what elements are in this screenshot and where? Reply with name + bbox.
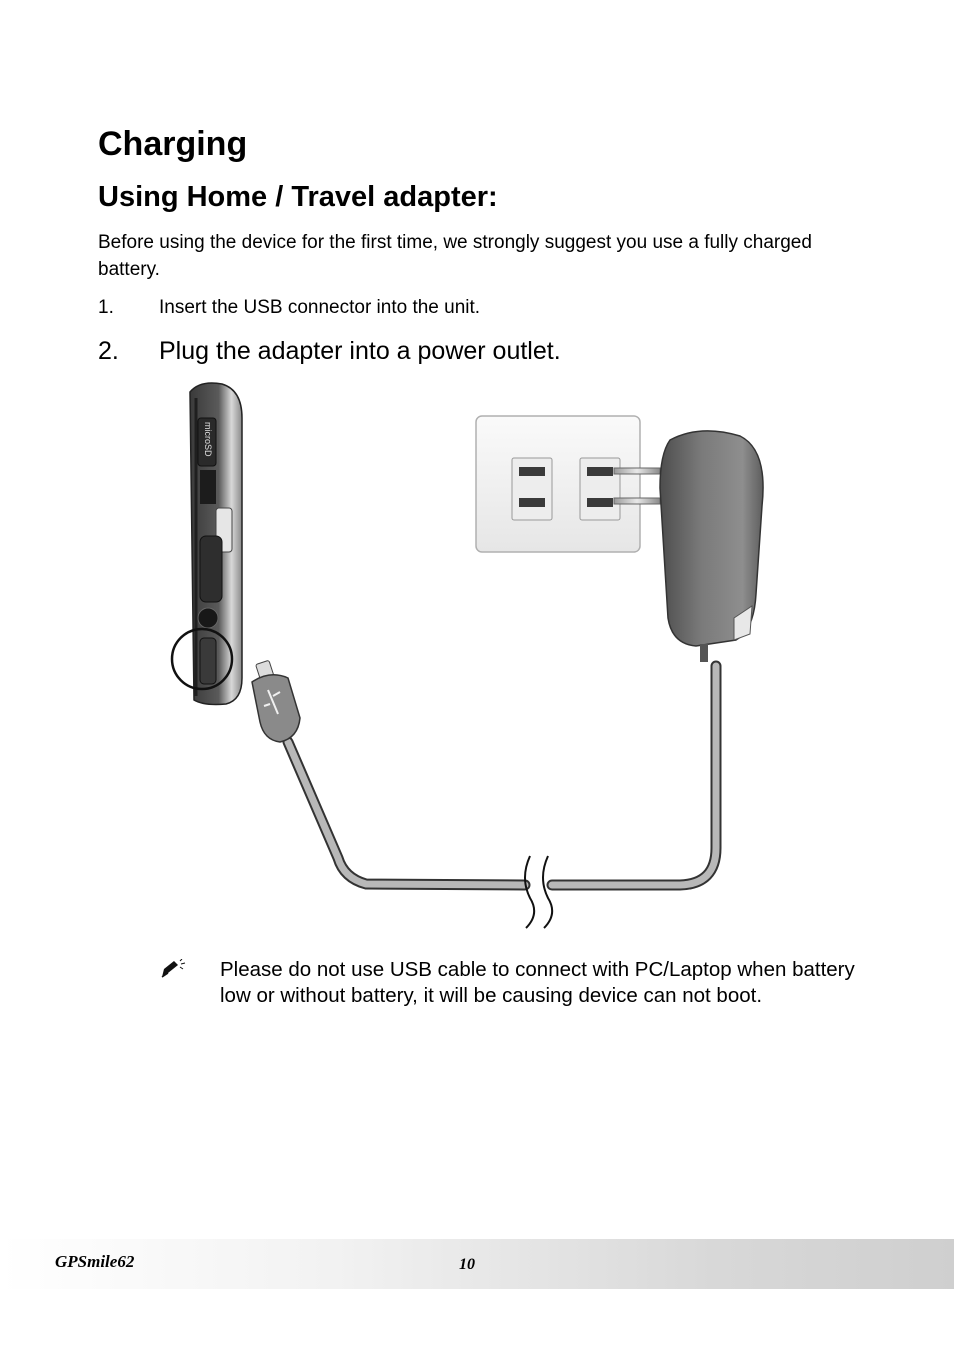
- step-text: Plug the adapter into a power outlet.: [159, 337, 561, 365]
- step-number: 1.: [98, 297, 114, 318]
- intro-paragraph: Before using the device for the first time, we strongly suggest you use a fully charged battery.: [98, 232, 812, 280]
- page-title: Charging: [98, 125, 248, 163]
- note-pencil-icon: [160, 957, 220, 1009]
- note-text: Please do not use USB cable to connect with PC/Laptop when battery low or without battery, it will be causing device can not boot.: [220, 958, 855, 1007]
- footer-product-name: GPSmile62: [55, 1252, 135, 1271]
- step-number: 2.: [98, 337, 119, 365]
- note-block: [160, 957, 860, 1009]
- step-2: [98, 334, 561, 368]
- wall-outlet: [476, 416, 640, 552]
- step-text: Insert the USB connector into the unit.: [159, 297, 481, 318]
- footer-bar: [0, 1239, 954, 1289]
- charging-illustration: [160, 378, 780, 938]
- step-1: [98, 295, 480, 321]
- usb-cable: [288, 666, 716, 928]
- usb-connector: [252, 660, 300, 742]
- microsd-label: microSD: [203, 422, 213, 457]
- gps-device-side: [172, 383, 242, 705]
- section-subtitle: Using Home / Travel adapter:: [98, 181, 498, 213]
- footer-page-number: 10: [459, 1256, 475, 1273]
